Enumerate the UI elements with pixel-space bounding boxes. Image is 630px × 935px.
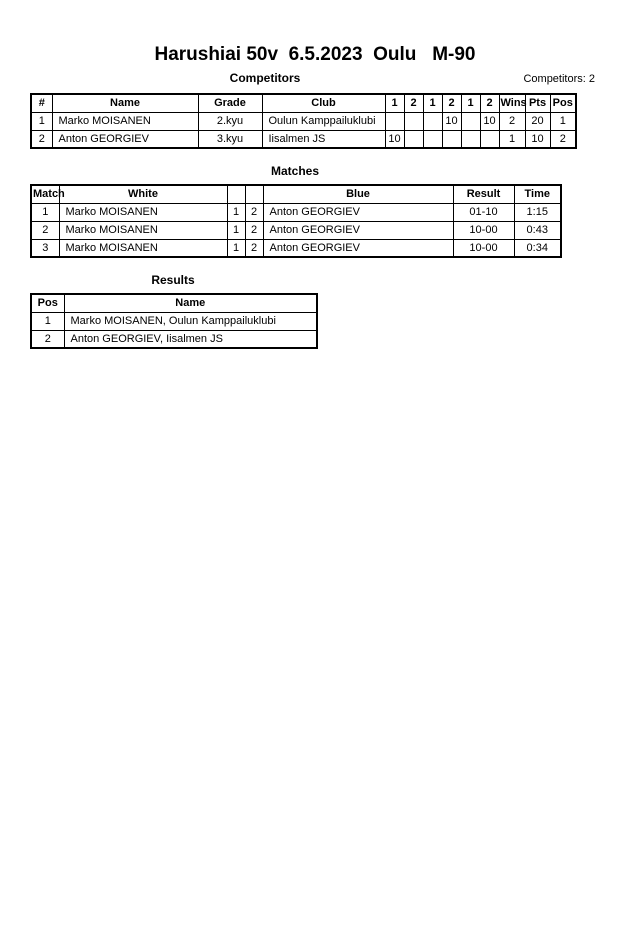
pos-cell: 1 bbox=[550, 112, 576, 130]
score-cell: 10 bbox=[480, 112, 499, 130]
competitors-count: Competitors: 2 bbox=[523, 73, 595, 85]
col-header-pts: Pts bbox=[525, 94, 550, 112]
col-header-match: Match bbox=[31, 185, 59, 203]
result-name: Anton GEORGIEV, Iisalmen JS bbox=[64, 330, 317, 348]
competitor-number: 1 bbox=[31, 112, 52, 130]
result-name: Marko MOISANEN, Oulun Kamppailuklubi bbox=[64, 312, 317, 330]
col-header-score-6: 2 bbox=[480, 94, 499, 112]
col-header-blue-num bbox=[245, 185, 263, 203]
match-number: 2 bbox=[31, 221, 59, 239]
result-pos: 2 bbox=[31, 330, 64, 348]
results-section-title: Results bbox=[151, 273, 195, 287]
col-header-result: Result bbox=[453, 185, 514, 203]
table-row bbox=[31, 130, 576, 148]
score-cell bbox=[404, 112, 423, 130]
score-cell: 10 bbox=[385, 130, 404, 148]
competitor-number: 2 bbox=[31, 130, 52, 148]
col-header-result-pos: Pos bbox=[31, 294, 64, 312]
score-cell bbox=[423, 112, 442, 130]
col-header-wins: Wins bbox=[499, 94, 525, 112]
white-competitor-number: 1 bbox=[227, 221, 245, 239]
col-header-white: White bbox=[59, 185, 227, 203]
competitors-section-header bbox=[0, 71, 630, 87]
white-name: Marko MOISANEN bbox=[59, 203, 227, 221]
score-cell bbox=[442, 130, 461, 148]
table-row bbox=[31, 221, 561, 239]
col-header-blue: Blue bbox=[263, 185, 453, 203]
score-cell bbox=[423, 130, 442, 148]
table-row bbox=[31, 239, 561, 257]
col-header-result-name: Name bbox=[64, 294, 317, 312]
blue-competitor-number: 2 bbox=[245, 221, 263, 239]
table-row bbox=[31, 203, 561, 221]
page-title: Harushiai 50v 6.5.2023 Oulu M-90 bbox=[154, 44, 476, 65]
score-cell: 10 bbox=[442, 112, 461, 130]
white-name: Marko MOISANEN bbox=[59, 221, 227, 239]
competitors-section-title: Competitors bbox=[229, 71, 301, 85]
blue-name: Anton GEORGIEV bbox=[263, 221, 453, 239]
competitors-header-row bbox=[31, 94, 576, 112]
competitor-name: Marko MOISANEN bbox=[52, 112, 198, 130]
blue-competitor-number: 2 bbox=[245, 203, 263, 221]
col-header-white-num bbox=[227, 185, 245, 203]
table-row bbox=[31, 330, 317, 348]
time-cell: 0:43 bbox=[514, 221, 561, 239]
pos-cell: 2 bbox=[550, 130, 576, 148]
wins-cell: 2 bbox=[499, 112, 525, 130]
result-cell: 01-10 bbox=[453, 203, 514, 221]
col-header-name: Name bbox=[52, 94, 198, 112]
white-competitor-number: 1 bbox=[227, 203, 245, 221]
score-cell bbox=[385, 112, 404, 130]
table-row bbox=[31, 312, 317, 330]
white-name: Marko MOISANEN bbox=[59, 239, 227, 257]
wins-cell: 1 bbox=[499, 130, 525, 148]
col-header-pos: Pos bbox=[550, 94, 576, 112]
competitors-table bbox=[30, 93, 577, 149]
result-cell: 10-00 bbox=[453, 239, 514, 257]
competitor-club: Iisalmen JS bbox=[262, 130, 385, 148]
col-header-number: # bbox=[31, 94, 52, 112]
blue-name: Anton GEORGIEV bbox=[263, 203, 453, 221]
blue-competitor-number: 2 bbox=[245, 239, 263, 257]
table-row bbox=[31, 112, 576, 130]
results-table bbox=[30, 293, 318, 349]
result-pos: 1 bbox=[31, 312, 64, 330]
match-number: 1 bbox=[31, 203, 59, 221]
matches-table bbox=[30, 184, 562, 258]
matches-section-title: Matches bbox=[270, 164, 320, 178]
pts-cell: 20 bbox=[525, 112, 550, 130]
match-number: 3 bbox=[31, 239, 59, 257]
competitor-grade: 3.kyu bbox=[198, 130, 262, 148]
col-header-score-5: 1 bbox=[461, 94, 480, 112]
col-header-time: Time bbox=[514, 185, 561, 203]
col-header-score-2: 2 bbox=[404, 94, 423, 112]
results-header-row bbox=[31, 294, 317, 312]
col-header-club: Club bbox=[262, 94, 385, 112]
col-header-score-1: 1 bbox=[385, 94, 404, 112]
col-header-score-3: 1 bbox=[423, 94, 442, 112]
time-cell: 1:15 bbox=[514, 203, 561, 221]
matches-header-row bbox=[31, 185, 561, 203]
pts-cell: 10 bbox=[525, 130, 550, 148]
competitor-grade: 2.kyu bbox=[198, 112, 262, 130]
score-cell bbox=[461, 112, 480, 130]
competitor-club: Oulun Kamppailuklubi bbox=[262, 112, 385, 130]
blue-name: Anton GEORGIEV bbox=[263, 239, 453, 257]
score-cell bbox=[461, 130, 480, 148]
col-header-grade: Grade bbox=[198, 94, 262, 112]
time-cell: 0:34 bbox=[514, 239, 561, 257]
white-competitor-number: 1 bbox=[227, 239, 245, 257]
competitor-name: Anton GEORGIEV bbox=[52, 130, 198, 148]
score-cell bbox=[480, 130, 499, 148]
result-cell: 10-00 bbox=[453, 221, 514, 239]
score-cell bbox=[404, 130, 423, 148]
col-header-score-4: 2 bbox=[442, 94, 461, 112]
